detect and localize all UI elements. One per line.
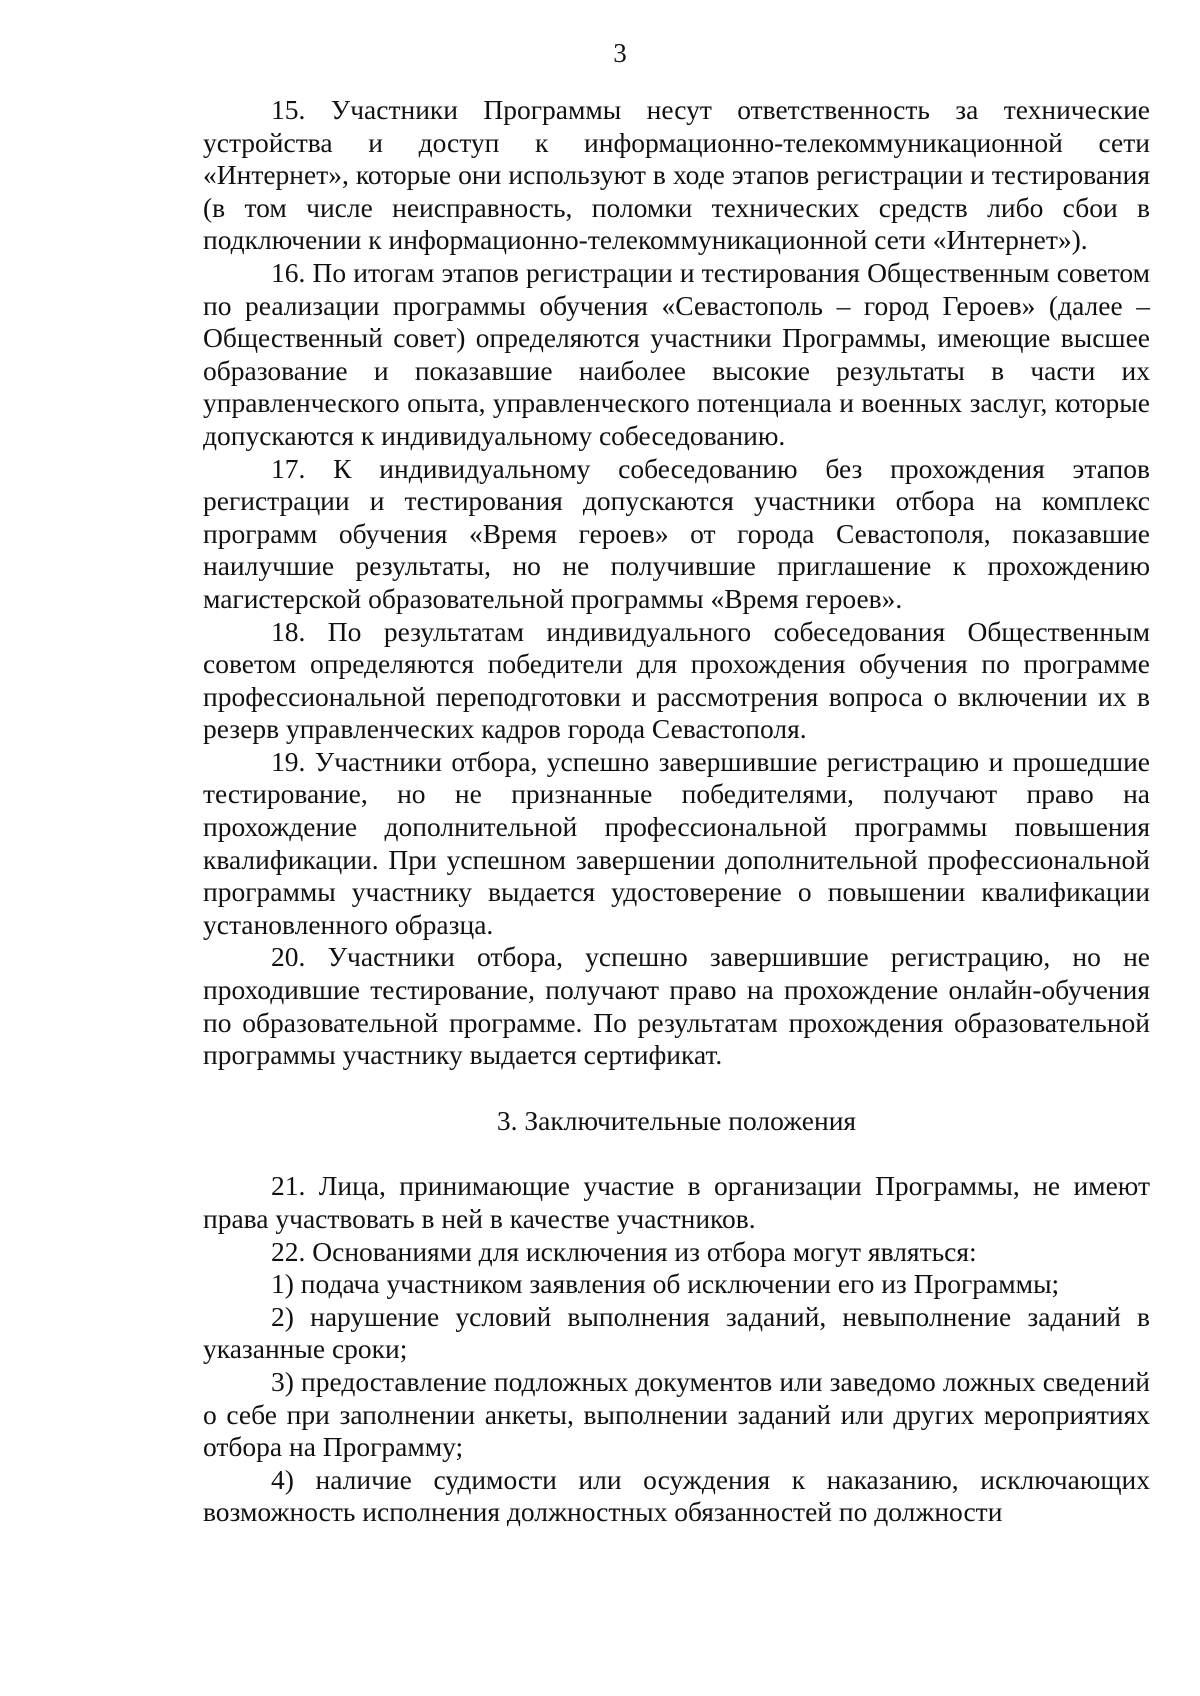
page-number: 3 <box>613 38 627 68</box>
paragraph-19: 19. Участники отбора, успешно завершившие регистрацию и прошедшие тестирование, но не признанные победителями, получают право на прохождение дополнительной профессиональной программы повышения квалификации. При успешном завершении дополнительной профессиональной программы участнику выдается удостоверение о повышении квалификации установленного образца. <box>203 745 1150 940</box>
paragraph-18: 18. По результатам индивидуального собеседования Общественным советом определяются победители для прохождения обучения по программе профессиональной переподготовки и рассмотрения вопроса о включении их в резерв управленческих кадров города Севастополя. <box>203 615 1150 745</box>
paragraph-20: 20. Участники отбора, успешно завершившие регистрацию, но не проходившие тестирование, получают право на прохождение онлайн-обучения по образовательной программе. По результатам прохождения образовательной программы участнику выдается сертификат. <box>203 941 1150 1071</box>
document-body <box>203 94 1150 1529</box>
paragraph-21: 21. Лица, принимающие участие в организации Программы, не имеют права участвовать в ней в качестве участников. <box>203 1170 1150 1234</box>
list-item-1: 1) подача участником заявления об исключении его из Программы; <box>271 1268 1060 1300</box>
paragraph-17: 17. К индивидуальному собеседованию без прохождения этапов регистрации и тестирования допускаются участники отбора на комплекс программ обучения «Время героев» от города Севастополя, показавшие наилучшие результаты, но не получившие приглашение к прохождению магистерской образовательной программы «Время героев». <box>203 452 1150 614</box>
list-item-2: 2) нарушение условий выполнения заданий, невыполнение заданий в указанные сроки; <box>203 1300 1150 1365</box>
list-item-3: 3) предоставление подложных документов или заведомо ложных сведений о себе при заполнении анкеты, выполнении заданий или других мероприятиях отбора на Программу; <box>203 1365 1150 1463</box>
paragraph-15: 15. Участники Программы несут ответственность за технические устройства и доступ к информационно-телекоммуникационной сети «Интернет», которые они используют в ходе этапов регистрации и тестирования (в том числе неисправность, поломки технических средств либо сбои в подключении к информационно-телекоммуникационной сети «Интернет»). <box>203 94 1150 256</box>
list-item-4: 4) наличие судимости или осуждения к наказанию, исключающих возможность исполнения должностных обязанностей по должности <box>203 1463 1150 1528</box>
section-heading: 3. Заключительные положения <box>496 1104 857 1136</box>
paragraph-16: 16. По итогам этапов регистрации и тестирования Общественным советом по реализации программы обучения «Севастополь – город Героев» (далее – Общественный совет) определяются участники Программы, имеющие высшее образование и показавшие наиболее высокие результаты в части их управленческого опыта, управленческого потенциала и военных заслуг, которые допускаются к индивидуальному собеседованию. <box>203 256 1150 451</box>
paragraph-22: 22. Основаниями для исключения из отбора могут являться: <box>271 1235 977 1267</box>
